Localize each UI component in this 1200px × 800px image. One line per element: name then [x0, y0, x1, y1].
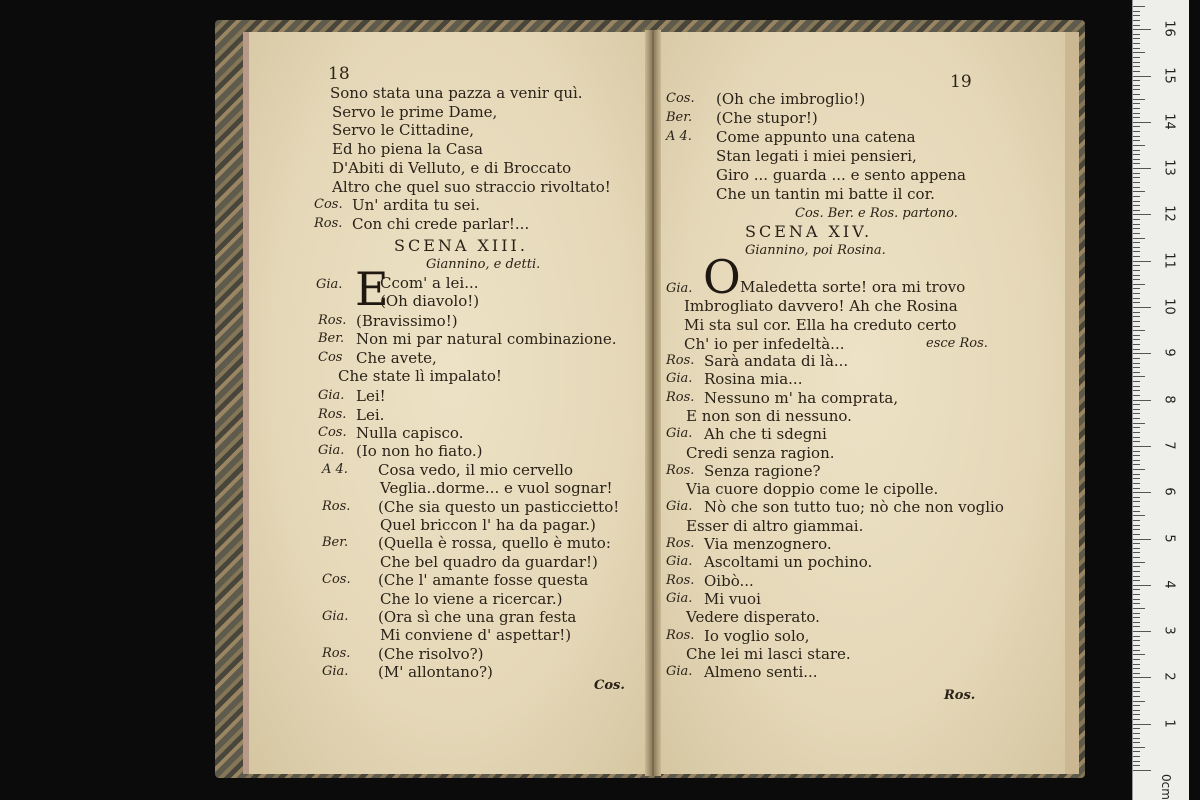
- ruler-tick: [1133, 312, 1140, 313]
- ruler-tick: [1133, 599, 1140, 600]
- ruler-tick: [1133, 543, 1140, 544]
- ruler-tick: [1133, 113, 1140, 114]
- dialogue-line: Mi sta sul cor. Ella ha creduto certo: [684, 316, 957, 334]
- dialogue-line: Che avete,: [356, 348, 437, 367]
- ruler-tick: [1133, 154, 1140, 155]
- catchword: Cos.: [594, 678, 625, 693]
- dialogue-line: (Che stupor!): [716, 109, 818, 127]
- ruler-tick: [1133, 182, 1140, 183]
- ruler-tick: [1133, 390, 1140, 391]
- speaker-label: Ros.: [318, 406, 347, 422]
- dialogue-line: Quel briccon l' ha da pagar.): [380, 516, 596, 534]
- ruler-tick: [1133, 326, 1140, 327]
- ruler-tick: [1133, 613, 1140, 614]
- ruler-tick: [1133, 566, 1140, 567]
- ruler-tick: [1133, 298, 1140, 299]
- speaker-label: Cos.: [318, 425, 347, 440]
- ruler-tick: [1133, 43, 1140, 44]
- ruler-tick: [1133, 242, 1140, 243]
- dialogue-line: Imbrogliato davvero! Ah che Rosina: [684, 297, 958, 315]
- ruler-tick: [1133, 594, 1140, 595]
- ruler-tick: [1133, 511, 1140, 512]
- scene-title: SCENA XIII.: [394, 236, 528, 255]
- ruler-tick: [1133, 205, 1140, 206]
- ruler-tick: [1133, 307, 1151, 308]
- verse-line: Servo le prime Dame,: [332, 102, 498, 121]
- ruler-number: 1: [1161, 719, 1177, 728]
- ruler-number: 3: [1161, 626, 1177, 635]
- ruler-tick: [1133, 159, 1140, 160]
- ruler-tick: [1133, 520, 1140, 521]
- ruler-number: 4: [1161, 580, 1177, 589]
- left-page-number: 18: [328, 64, 350, 84]
- dialogue-line: (Io non ho fiato.): [356, 442, 483, 461]
- ruler-tick: [1133, 603, 1140, 604]
- ruler-tick: [1133, 617, 1140, 618]
- ruler-tick: [1133, 483, 1140, 484]
- ruler-number: 13: [1161, 159, 1177, 176]
- ruler-number: 7: [1161, 441, 1177, 450]
- dialogue-line: Che un tantin mi batte il cor.: [716, 185, 935, 203]
- speaker-label: Gia.: [666, 499, 693, 515]
- ruler-tick: [1133, 57, 1140, 58]
- ruler-tick: [1133, 622, 1140, 623]
- speaker-label: Gia.: [318, 443, 345, 459]
- scene-subtitle: Giannino, e detti.: [426, 257, 541, 272]
- ruler-tick: [1133, 673, 1140, 674]
- ruler-tick: [1133, 108, 1140, 109]
- ruler-tick: [1133, 525, 1140, 526]
- ruler-tick: [1133, 265, 1140, 266]
- ruler-number: 14: [1161, 113, 1177, 130]
- ruler-tick: [1133, 219, 1140, 220]
- ruler-tick: [1133, 696, 1140, 697]
- ruler-tick: [1133, 145, 1145, 146]
- dialogue-line: Ah che ti sdegni: [704, 425, 827, 444]
- ruler-tick: [1133, 349, 1140, 350]
- ruler-tick: [1133, 733, 1140, 734]
- dialogue-line: Rosina mia...: [704, 370, 803, 389]
- ruler-tick: [1133, 288, 1140, 289]
- speaker-label: Gia.: [666, 590, 693, 606]
- ruler-tick: [1133, 38, 1140, 39]
- ruler-tick: [1133, 224, 1140, 225]
- ruler-tick: [1133, 131, 1140, 132]
- dialogue-line: Che bel quadro da guardar!): [380, 552, 598, 571]
- dialogue-line: Un' ardita tu sei.: [352, 196, 481, 215]
- ruler-tick: [1133, 659, 1140, 660]
- dialogue-line: Via menzognero.: [704, 535, 832, 553]
- ruler-tick: [1133, 62, 1140, 63]
- ruler-tick: [1133, 724, 1151, 725]
- ruler-tick: [1133, 376, 1145, 377]
- ruler-tick: [1133, 275, 1140, 276]
- ruler-tick: [1133, 353, 1151, 354]
- speaker-label: Ros.: [666, 572, 695, 588]
- dialogue-line: Veglia..dorme... e vuol sognar!: [380, 479, 613, 498]
- dialogue-line: (Che l' amante fosse questa: [378, 571, 589, 590]
- ruler-tick: [1133, 645, 1140, 646]
- dialogue-line: (M' allontano?): [378, 663, 493, 682]
- verse-line: Servo le Cittadine,: [332, 121, 475, 140]
- speaker-label: A 4.: [666, 129, 692, 144]
- dialogue-line: Lei.: [356, 405, 385, 424]
- dialogue-line: Vedere disperato.: [686, 608, 820, 627]
- speaker-label: Gia.: [666, 554, 693, 570]
- ruler-tick: [1133, 11, 1140, 12]
- ruler-tick: [1133, 534, 1140, 535]
- ruler-tick: [1133, 122, 1151, 123]
- ruler-tick: [1133, 562, 1145, 563]
- dialogue-line: Ch' io per infedeltà...: [684, 335, 845, 353]
- speaker-label: Ros.: [314, 215, 343, 231]
- catchword: Ros.: [944, 688, 976, 703]
- ruler-tick: [1133, 335, 1140, 336]
- dialogue-line: Ascoltami un pochino.: [704, 553, 873, 572]
- ruler-tick: [1133, 381, 1140, 382]
- book-gutter: [645, 30, 661, 776]
- ruler-tick: [1133, 173, 1140, 174]
- speaker-label: Gia.: [316, 277, 343, 292]
- ruler-tick: [1133, 247, 1140, 248]
- ruler-tick: [1133, 201, 1140, 202]
- verse-line: Ed ho piena la Casa: [332, 140, 483, 159]
- ruler-number: 8: [1161, 394, 1177, 404]
- ruler-tick: [1133, 664, 1140, 665]
- ruler-tick: [1133, 668, 1140, 669]
- ruler-tick: [1133, 316, 1140, 317]
- ruler-tick: [1133, 728, 1140, 729]
- ruler-tick: [1133, 94, 1140, 95]
- ruler-tick: [1133, 677, 1151, 678]
- verse-line: D'Abiti di Velluto, e di Broccato: [332, 158, 572, 177]
- ruler-tick: [1133, 126, 1140, 127]
- ruler-tick: [1133, 372, 1140, 373]
- ruler-tick: [1133, 506, 1140, 507]
- ruler-tick: [1133, 404, 1140, 405]
- dialogue-line: Credi senza ragion.: [686, 443, 835, 462]
- ruler-tick: [1133, 571, 1140, 572]
- dialogue-line: Nulla capisco.: [356, 424, 464, 442]
- ruler-tick: [1133, 363, 1140, 364]
- dialogue-line: Mi conviene d' aspettar!): [380, 626, 572, 645]
- ruler-tick: [1133, 187, 1140, 188]
- ruler-tick: [1133, 395, 1140, 396]
- speaker-label: Cos.: [322, 572, 351, 588]
- speaker-label: Ros.: [318, 313, 347, 328]
- ruler-tick: [1133, 251, 1140, 252]
- ruler-tick: [1133, 585, 1151, 586]
- speaker-label: Gia.: [322, 664, 349, 680]
- ruler-tick: [1133, 682, 1140, 683]
- ruler-tick: [1133, 418, 1140, 419]
- dialogue-line: Mi vuoi: [704, 589, 761, 608]
- ruler-tick: [1133, 761, 1140, 762]
- ruler-tick: [1133, 117, 1140, 118]
- dialogue-line: Maledetta sorte! ora mi trovo: [740, 278, 966, 296]
- dialogue-line: Giro ... guarda ... e sento appena: [716, 166, 966, 184]
- ruler-tick: [1133, 501, 1140, 502]
- ruler-tick: [1133, 437, 1140, 438]
- ruler-tick: [1133, 626, 1140, 627]
- ruler-tick: [1133, 71, 1140, 72]
- dialogue-line: Ccom' a lei...: [380, 274, 479, 292]
- ruler-tick: [1133, 557, 1140, 558]
- ruler-tick: [1133, 99, 1145, 100]
- dialogue-line: (Oh diavolo!): [380, 292, 480, 310]
- ruler-number: 11: [1161, 251, 1177, 269]
- ruler-tick: [1133, 751, 1140, 752]
- ruler-unit-label: 0cm: [1158, 774, 1173, 800]
- speaker-label: Ros.: [322, 645, 351, 661]
- ruler-tick: [1133, 210, 1140, 211]
- ruler-tick: [1133, 409, 1140, 410]
- ruler-tick: [1133, 80, 1140, 81]
- ruler-number: 9: [1161, 348, 1177, 357]
- ruler-number: 12: [1161, 205, 1177, 223]
- ruler-tick: [1133, 330, 1145, 331]
- ruler-tick: [1133, 705, 1140, 706]
- ruler-number: 16: [1161, 20, 1177, 37]
- dialogue-line: Esser di altro giammai.: [686, 516, 864, 535]
- dialogue-line: Via cuore doppio come le cipolle.: [686, 480, 939, 499]
- ruler-tick: [1133, 34, 1140, 35]
- verse-line: Altro che quel suo straccio rivoltato!: [332, 177, 611, 196]
- dialogue-line: Sarà andata di là...: [704, 352, 849, 370]
- ruler-tick: [1133, 214, 1151, 215]
- right-page-number: 19: [950, 72, 972, 92]
- ruler-tick: [1133, 497, 1140, 498]
- ruler-tick: [1133, 451, 1140, 452]
- ruler-tick: [1133, 464, 1140, 465]
- exit-note: Cos. Ber. e Ros. partono.: [795, 206, 958, 221]
- drop-cap: E: [355, 262, 389, 316]
- ruler-tick: [1133, 284, 1145, 285]
- ruler-tick: [1133, 636, 1140, 637]
- speaker-label: Ros.: [666, 627, 695, 643]
- ruler-tick: [1133, 168, 1151, 169]
- dialogue-line: Che lei mi lasci stare.: [686, 644, 851, 663]
- speaker-label: Cos: [318, 349, 343, 365]
- ruler-tick: [1133, 321, 1140, 322]
- ruler-number: 15: [1161, 66, 1177, 84]
- ruler-tick: [1133, 770, 1151, 771]
- ruler-tick: [1133, 270, 1140, 271]
- ruler-tick: [1133, 756, 1140, 757]
- ruler-tick: [1133, 76, 1151, 77]
- ruler-tick: [1133, 650, 1140, 651]
- dialogue-line: (Che risolvo?): [378, 644, 484, 663]
- speaker-label: Ros.: [322, 498, 351, 514]
- speaker-label: Ros.: [666, 462, 695, 478]
- ruler-tick: [1133, 423, 1145, 424]
- dialogue-line: Almeno senti...: [704, 663, 818, 682]
- dialogue-line: (Quella è rossa, quello è muto:: [378, 534, 611, 553]
- dialogue-line: (Oh che imbroglio!): [716, 90, 866, 108]
- ruler-tick: [1133, 293, 1140, 294]
- ruler-tick: [1133, 432, 1140, 433]
- ruler-tick: [1133, 344, 1140, 345]
- speaker-label: Ros.: [666, 536, 695, 551]
- ruler-tick: [1133, 20, 1140, 21]
- ruler-tick: [1133, 136, 1140, 137]
- ruler-tick: [1133, 367, 1140, 368]
- ruler-tick: [1133, 441, 1140, 442]
- ruler-tick: [1133, 515, 1145, 516]
- dialogue-line: E non son di nessuno.: [686, 406, 852, 425]
- dialogue-line: Cosa vedo, il mio cervello: [378, 460, 574, 479]
- verse-line: Sono stata una pazza a venir quì.: [330, 84, 583, 102]
- dialogue-line: Oibò...: [704, 571, 754, 590]
- ruler-tick: [1133, 654, 1145, 655]
- ruler-tick: [1133, 548, 1140, 549]
- ruler-tick: [1133, 177, 1140, 178]
- dialogue-line: Stan legati i miei pensieri,: [716, 147, 917, 165]
- ruler-tick: [1133, 687, 1140, 688]
- ruler-tick: [1133, 386, 1140, 387]
- speaker-label: Ber.: [666, 110, 693, 125]
- ruler-tick: [1133, 427, 1140, 428]
- dialogue-line: (Bravissimo!): [356, 312, 458, 330]
- speaker-label: Cos.: [314, 197, 343, 213]
- ruler-tick: [1133, 302, 1140, 303]
- ruler-tick: [1133, 474, 1140, 475]
- ruler-tick: [1133, 714, 1140, 715]
- ruler-tick: [1133, 238, 1145, 239]
- ruler-tick: [1133, 191, 1145, 192]
- scene-title: SCENA XIV.: [745, 222, 873, 241]
- ruler-tick: [1133, 742, 1140, 743]
- dialogue-line: Non mi par natural combinazione.: [356, 330, 617, 349]
- exit-note: esce Ros.: [926, 336, 988, 351]
- ruler-tick: [1133, 640, 1140, 641]
- dialogue-line: Nessuno m' ha comprata,: [704, 388, 899, 407]
- dialogue-line: (Ora sì che una gran festa: [378, 608, 577, 626]
- ruler-tick: [1133, 529, 1140, 530]
- speaker-label: Ros.: [666, 353, 695, 368]
- ruler-tick: [1133, 719, 1140, 720]
- speaker-label: Gia.: [666, 371, 693, 387]
- scene-subtitle: Giannino, poi Rosina.: [745, 243, 886, 258]
- ruler-tick: [1133, 400, 1151, 401]
- drop-cap: O: [703, 250, 741, 304]
- dialogue-line: Nò che son tutto tuo; nò che non voglio: [704, 498, 1004, 517]
- ruler-tick: [1133, 25, 1140, 26]
- ruler-tick: [1133, 413, 1140, 414]
- ruler-tick: [1133, 552, 1140, 553]
- ruler-tick: [1133, 460, 1140, 461]
- measurement-ruler: [1132, 0, 1189, 800]
- ruler-tick: [1133, 701, 1145, 702]
- ruler-tick: [1133, 492, 1151, 493]
- ruler-tick: [1133, 279, 1140, 280]
- speaker-label: Gia.: [318, 388, 345, 404]
- ruler-tick: [1133, 29, 1151, 30]
- speaker-label: Gia.: [666, 426, 693, 442]
- ruler-tick: [1133, 196, 1140, 197]
- dialogue-line: Io voglio solo,: [704, 626, 810, 645]
- ruler-tick: [1133, 358, 1140, 359]
- dialogue-line: Che lo viene a ricercar.): [380, 589, 563, 608]
- ruler-tick: [1133, 539, 1151, 540]
- ruler-tick: [1133, 576, 1140, 577]
- dialogue-line: Senza ragione?: [704, 461, 821, 480]
- ruler-tick: [1133, 103, 1140, 104]
- speaker-label: Gia.: [322, 609, 349, 624]
- speaker-label: A 4.: [322, 461, 348, 477]
- speaker-label: Ber.: [322, 535, 349, 551]
- ruler-tick: [1133, 469, 1145, 470]
- speaker-label: Gia.: [666, 281, 693, 296]
- dialogue-line: Con chi crede parlar!...: [352, 214, 530, 233]
- ruler-tick: [1133, 85, 1140, 86]
- ruler-tick: [1133, 738, 1140, 739]
- dialogue-line: Lei!: [356, 387, 386, 406]
- ruler-number: 6: [1161, 487, 1177, 496]
- dialogue-line: (Che sia questo un pasticcietto!: [378, 497, 620, 516]
- ruler-tick: [1133, 478, 1140, 479]
- ruler-tick: [1133, 710, 1140, 711]
- ruler-tick: [1133, 747, 1145, 748]
- ruler-number: 10: [1161, 298, 1177, 315]
- ruler-tick: [1133, 6, 1145, 7]
- ruler-tick: [1133, 488, 1140, 489]
- ruler-tick: [1133, 765, 1140, 766]
- ruler-tick: [1133, 455, 1140, 456]
- ruler-tick: [1133, 66, 1140, 67]
- ruler-tick: [1133, 228, 1140, 229]
- ruler-tick: [1133, 691, 1140, 692]
- ruler-tick: [1133, 233, 1140, 234]
- ruler-tick: [1133, 631, 1151, 632]
- ruler-tick: [1133, 150, 1140, 151]
- speaker-label: Gia.: [666, 664, 693, 680]
- dialogue-line: Che state lì impalato!: [338, 367, 502, 386]
- speaker-label: Ber.: [318, 331, 345, 347]
- ruler-tick: [1133, 52, 1145, 53]
- ruler-tick: [1133, 446, 1151, 447]
- ruler-tick: [1133, 589, 1140, 590]
- ruler-tick: [1133, 48, 1140, 49]
- ruler-tick: [1133, 163, 1140, 164]
- ruler-tick: [1133, 608, 1145, 609]
- ruler-tick: [1133, 261, 1151, 262]
- ruler-tick: [1133, 15, 1140, 16]
- speaker-label: Ros.: [666, 389, 695, 405]
- ruler-tick: [1133, 256, 1140, 257]
- dialogue-line: Come appunto una catena: [716, 128, 916, 146]
- ruler-number: 2: [1161, 672, 1177, 682]
- ruler-tick: [1133, 140, 1140, 141]
- ruler-tick: [1133, 89, 1140, 90]
- ruler-tick: [1133, 580, 1140, 581]
- ruler-tick: [1133, 339, 1140, 340]
- speaker-label: Cos.: [666, 91, 695, 106]
- ruler-number: 5: [1161, 533, 1177, 543]
